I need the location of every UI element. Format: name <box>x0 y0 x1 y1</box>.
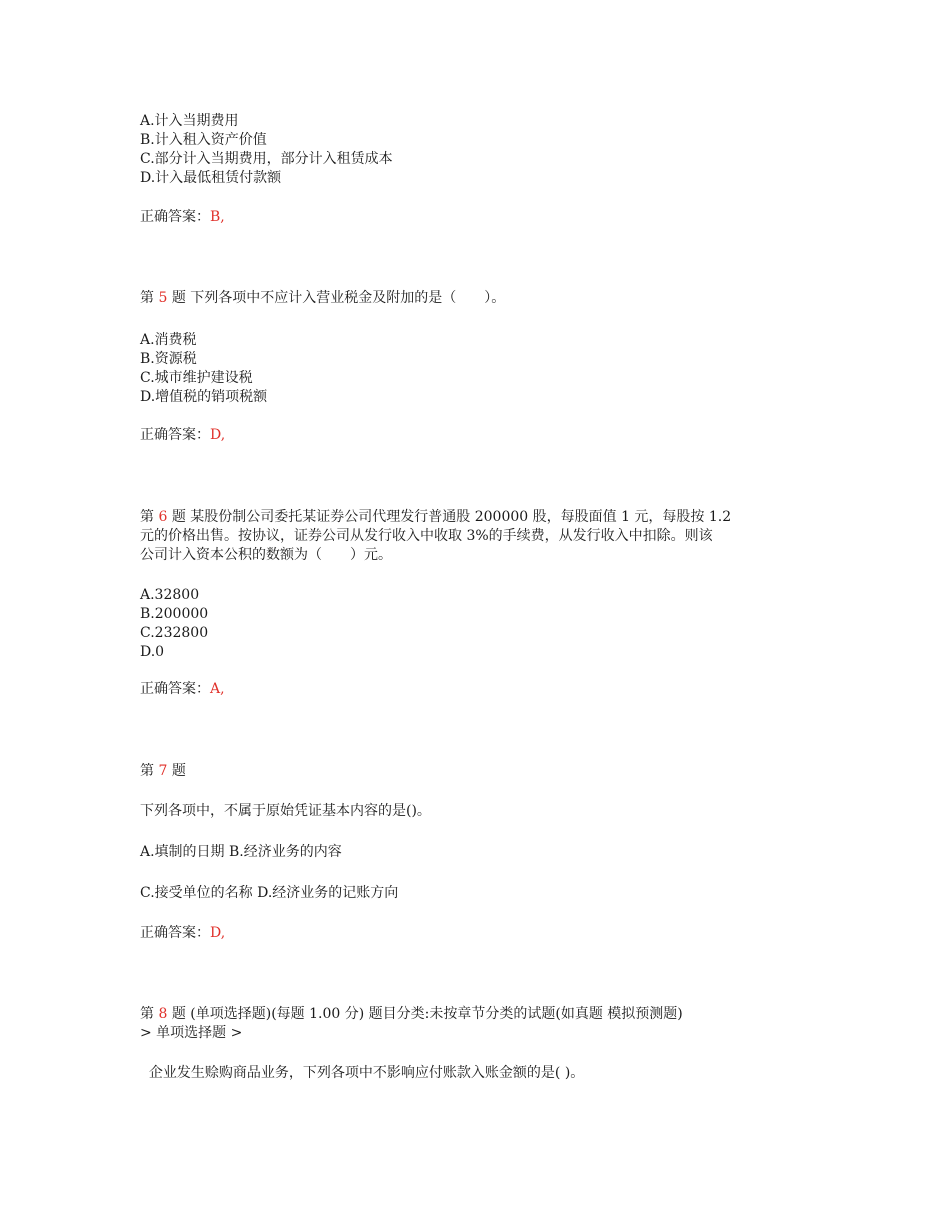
answer-label: 正确答案： <box>140 681 210 697</box>
question-text-line-2: 元的价格出售。按协议，证券公司从发行收入中收取 3%的手续费，从发行收入中扣除。则该 <box>140 528 713 544</box>
question-text: 题 <box>167 763 186 779</box>
answer-value: D, <box>210 925 226 941</box>
answer-label: 正确答案： <box>140 925 210 941</box>
question-number: 5 <box>158 290 168 306</box>
question-prefix: 第 <box>140 763 159 779</box>
question-4-options <box>140 112 820 188</box>
option-a: A.32800 <box>140 587 200 603</box>
question-prefix: 第 <box>140 1006 159 1022</box>
answer-value: B, <box>210 209 225 225</box>
option-d: D.计入最低租赁付款额 <box>140 170 282 186</box>
question-5-heading <box>140 289 820 308</box>
question-5-options <box>140 331 820 407</box>
option-c: C.城市维护建设税 <box>140 370 253 386</box>
question-category-path: > 单项选择题 > <box>140 1025 243 1041</box>
option-a: A.消费税 <box>140 332 197 348</box>
question-number: 8 <box>158 1006 168 1022</box>
question-7-stem: 下列各项中，不属于原始凭证基本内容的是()。 <box>140 803 431 819</box>
question-6-heading <box>140 508 820 565</box>
question-prefix: 第 <box>140 509 159 525</box>
option-d: D.0 <box>140 644 165 660</box>
question-text: 题 某股份制公司委托某证券公司代理发行普通股 200000 股，每股面值 1 元，每股按 1.2 <box>167 509 732 525</box>
answer-label: 正确答案： <box>140 209 210 225</box>
question-text: 题 (单项选择题)(每题 1.00 分) 题目分类:未按章节分类的试题(如真题 模拟预测题) <box>167 1006 683 1022</box>
option-b: B.计入租入资产价值 <box>140 132 267 148</box>
answer-value: A, <box>210 681 225 697</box>
question-8-heading <box>140 1005 820 1043</box>
question-number: 7 <box>158 763 168 779</box>
question-7-heading <box>140 762 820 781</box>
question-text-line-3: 公司计入资本公积的数额为（ ）元。 <box>140 547 392 563</box>
option-b: B.200000 <box>140 606 209 622</box>
question-7-options-cd: C.接受单位的名称 D.经济业务的记账方向 <box>140 885 399 901</box>
question-7-options-ab: A.填制的日期 B.经济业务的内容 <box>140 844 342 860</box>
question-number: 6 <box>158 509 168 525</box>
question-6-answer <box>140 680 820 699</box>
question-prefix: 第 <box>140 290 159 306</box>
option-d: D.增值税的销项税额 <box>140 389 268 405</box>
option-a: A.计入当期费用 <box>140 113 239 129</box>
question-6-options <box>140 586 820 662</box>
question-5-answer <box>140 426 820 445</box>
question-text: 题 下列各项中不应计入营业税金及附加的是（ ）。 <box>167 290 506 306</box>
answer-value: D, <box>210 427 226 443</box>
question-7-answer <box>140 924 820 943</box>
option-c: C.部分计入当期费用，部分计入租赁成本 <box>140 151 393 167</box>
option-b: B.资源税 <box>140 351 197 367</box>
question-4-answer <box>140 208 820 227</box>
option-c: C.232800 <box>140 625 209 641</box>
answer-label: 正确答案： <box>140 427 210 443</box>
question-8-stem: 企业发生赊购商品业务，下列各项中不影响应付账款入账金额的是( )。 <box>140 1065 585 1081</box>
